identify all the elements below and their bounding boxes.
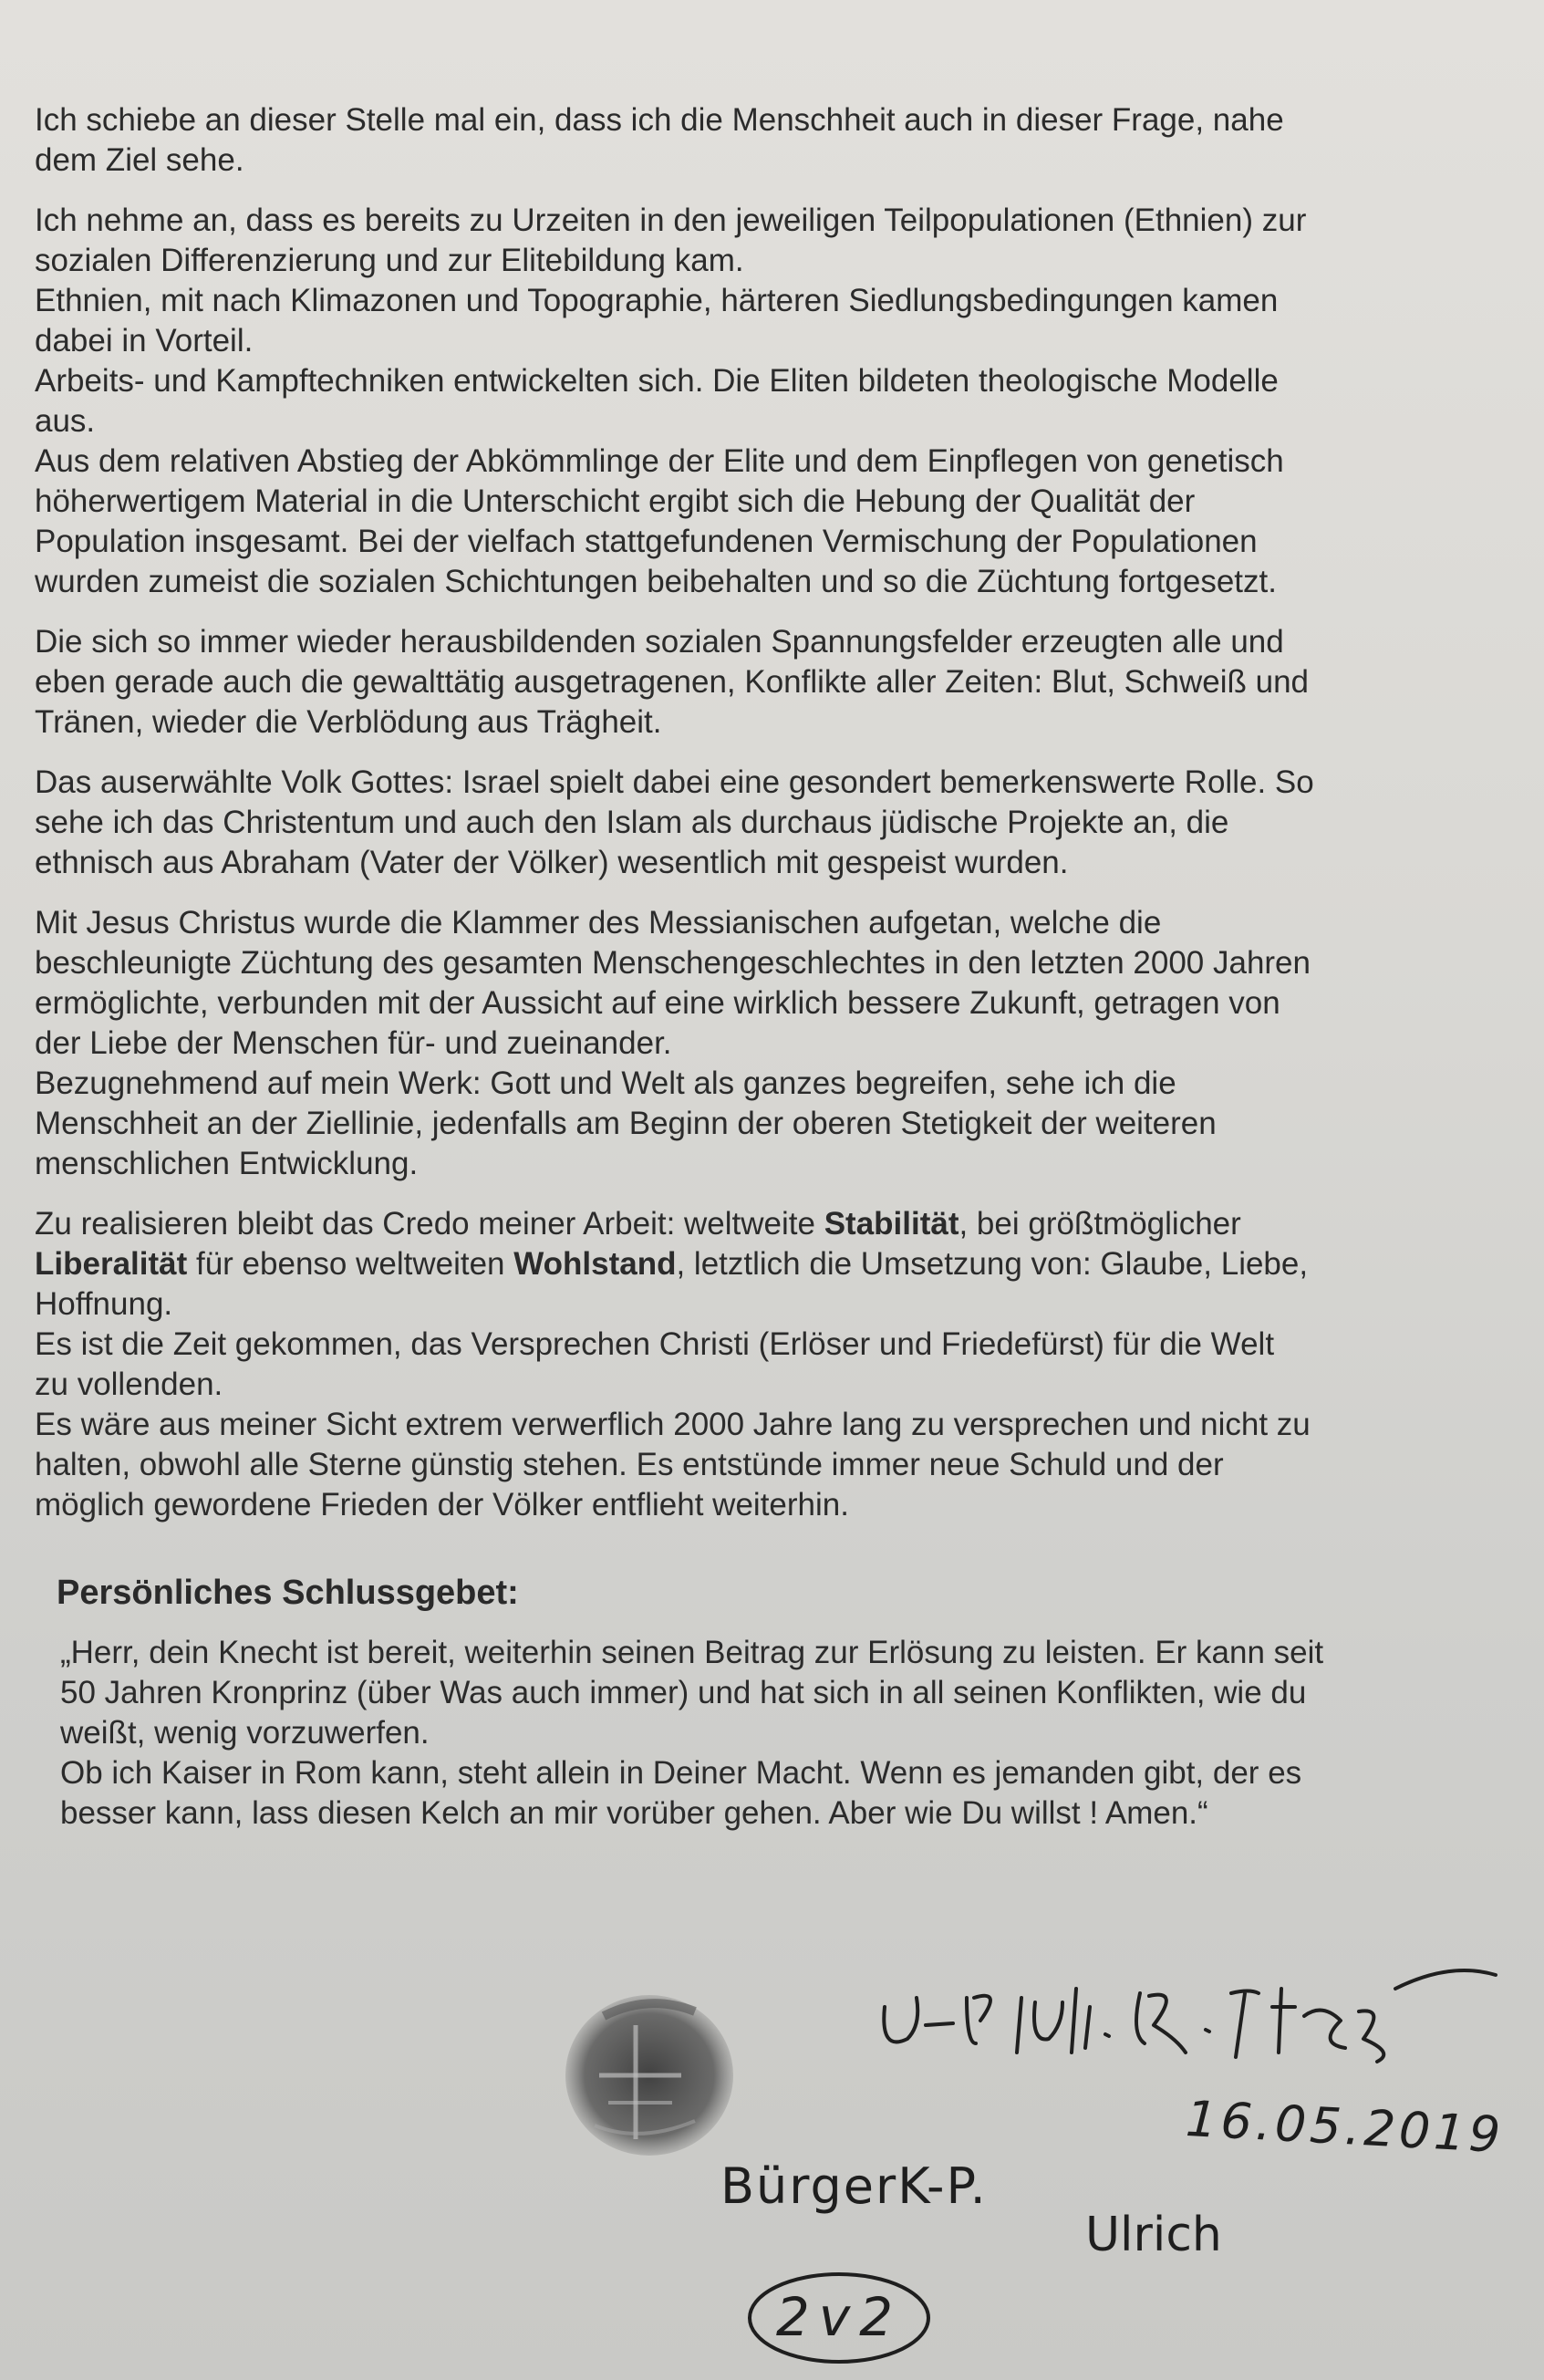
text-line: sozialen Differenzierung und zur Elitebildung kam. bbox=[35, 243, 744, 278]
text-line: dem Ziel sehe. bbox=[35, 142, 244, 178]
paragraph-4 bbox=[35, 763, 1457, 883]
text-span: , bei größtmöglicher bbox=[959, 1206, 1241, 1242]
text-line: Tränen, wieder die Verblödung aus Trägheit. bbox=[35, 704, 662, 740]
text-line: Menschheit an der Ziellinie, jedenfalls am Beginn der oberen Stetigkeit der weiteren bbox=[35, 1106, 1217, 1141]
text-line: ermöglichte, verbunden mit der Aussicht auf eine wirklich bessere Zukunft, getragen von bbox=[35, 985, 1280, 1021]
text-line: höherwertigem Material in die Unterschicht ergibt sich die Hebung der Qualität der bbox=[35, 483, 1196, 519]
text-span: Zu realisieren bleibt das Credo meiner Arbeit: weltweite bbox=[35, 1206, 824, 1242]
text-line: menschlichen Entwicklung. bbox=[35, 1146, 419, 1181]
stamp-seal-icon bbox=[558, 1975, 759, 2167]
text-line: Die sich so immer wieder herausbildenden sozialen Spannungsfelder erzeugten alle und bbox=[35, 624, 1284, 660]
paragraph-5 bbox=[35, 903, 1457, 1184]
bold-term-liberalitaet: Liberalität bbox=[35, 1246, 188, 1282]
text-line: dabei in Vorteil. bbox=[35, 323, 254, 359]
text-line: Ich nehme an, dass es bereits zu Urzeiten in den jeweiligen Teilpopulationen (Ethnien) zur bbox=[35, 203, 1307, 238]
handwritten-name: BürgerK-P. bbox=[720, 2157, 988, 2215]
text-line: sehe ich das Christentum und auch den Islam als durchaus jüdische Projekte an, die bbox=[35, 805, 1229, 840]
handwritten-date: 16.05.2019 bbox=[1184, 2089, 1506, 2165]
text-line: Aus dem relativen Abstieg der Abkömmlinge der Elite und dem Einpflegen von genetisch bbox=[35, 443, 1284, 479]
text-line: Ich schiebe an dieser Stelle mal ein, dass ich die Menschheit auch in dieser Frage, nahe bbox=[35, 102, 1284, 138]
text-line: eben gerade auch die gewalttätig ausgetragenen, Konflikte aller Zeiten: Blut, Schweiß und bbox=[35, 664, 1310, 700]
text-span: für ebenso weltweiten bbox=[187, 1246, 514, 1282]
paragraph-1 bbox=[35, 100, 1457, 181]
signature-icon bbox=[866, 1952, 1505, 2080]
page-number: 2v2 bbox=[775, 2286, 903, 2348]
text-line: Arbeits- und Kampftechniken entwickelten sich. Die Eliten bildeten theologische Modelle bbox=[35, 363, 1279, 399]
text-line: Ob ich Kaiser in Rom kann, steht allein in Deiner Macht. Wenn es jemanden gibt, der es bbox=[60, 1755, 1302, 1791]
paragraph-3 bbox=[35, 622, 1457, 743]
page-number-mark bbox=[743, 2267, 935, 2367]
text-line: ethnisch aus Abraham (Vater der Völker) wesentlich mit gespeist wurden. bbox=[35, 845, 1069, 880]
text-line: wurden zumeist die sozialen Schichtungen beibehalten und so die Züchtung fortgesetzt. bbox=[35, 564, 1277, 599]
bold-term-wohlstand: Wohlstand bbox=[513, 1246, 677, 1282]
text-line: 50 Jahren Kronprinz (über Was auch immer) und hat sich in all seinen Konflikten, wie du bbox=[60, 1675, 1307, 1710]
text-line: Hoffnung. bbox=[35, 1286, 173, 1322]
text-line: halten, obwohl alle Sterne günstig stehen. Es entstünde immer neue Schuld und der bbox=[35, 1447, 1224, 1482]
text-line: Es wäre aus meiner Sicht extrem verwerflich 2000 Jahre lang zu versprechen und nicht zu bbox=[35, 1407, 1311, 1442]
prayer-text bbox=[60, 1633, 1483, 1834]
text-line: weißt, wenig vorzuwerfen. bbox=[60, 1715, 430, 1751]
text-line: Mit Jesus Christus wurde die Klammer des Messianischen aufgetan, welche die bbox=[35, 905, 1162, 941]
paragraph-2 bbox=[35, 201, 1457, 602]
text-line: aus. bbox=[35, 403, 96, 439]
text-line: Ethnien, mit nach Klimazonen und Topographie, härteren Siedlungsbedingungen kamen bbox=[35, 283, 1279, 318]
text-line: beschleunigte Züchtung des gesamten Menschengeschlechtes in den letzten 2000 Jahren bbox=[35, 945, 1311, 981]
text-line: „Herr, dein Knecht ist bereit, weiterhin seinen Beitrag zur Erlösung zu leisten. Er kann seit bbox=[60, 1635, 1324, 1670]
text-span: , letztlich die Umsetzung von: Glaube, Liebe, bbox=[676, 1246, 1309, 1282]
text-line: Bezugnehmend auf mein Werk: Gott und Welt als ganzes begreifen, sehe ich die bbox=[35, 1065, 1176, 1101]
text-line: Es ist die Zeit gekommen, das Versprechen Christi (Erlöser und Friedefürst) für die Welt bbox=[35, 1326, 1275, 1362]
bold-term-stabilitaet: Stabilität bbox=[824, 1206, 959, 1242]
text-line: zu vollenden. bbox=[35, 1367, 223, 1402]
text-line: Population insgesamt. Bei der vielfach stattgefundenen Vermischung der Populationen bbox=[35, 524, 1258, 559]
prayer-heading: Persönliches Schlussgebet: bbox=[57, 1574, 519, 1612]
handwritten-surname: Ulrich bbox=[1085, 2208, 1222, 2262]
text-line: besser kann, lass diesen Kelch an mir vorüber gehen. Aber wie Du willst ! Amen.“ bbox=[60, 1795, 1208, 1831]
text-line: Das auserwählte Volk Gottes: Israel spielt dabei eine gesondert bemerkenswerte Rolle. So bbox=[35, 764, 1314, 800]
text-line: möglich gewordene Frieden der Völker entflieht weiterhin. bbox=[35, 1487, 849, 1523]
text-line: der Liebe der Menschen für- und zueinander. bbox=[35, 1025, 672, 1061]
text-line bbox=[35, 1204, 1457, 1244]
paragraph-credo bbox=[35, 1204, 1457, 1525]
text-line bbox=[35, 1244, 1457, 1284]
body-text bbox=[35, 100, 1457, 1545]
